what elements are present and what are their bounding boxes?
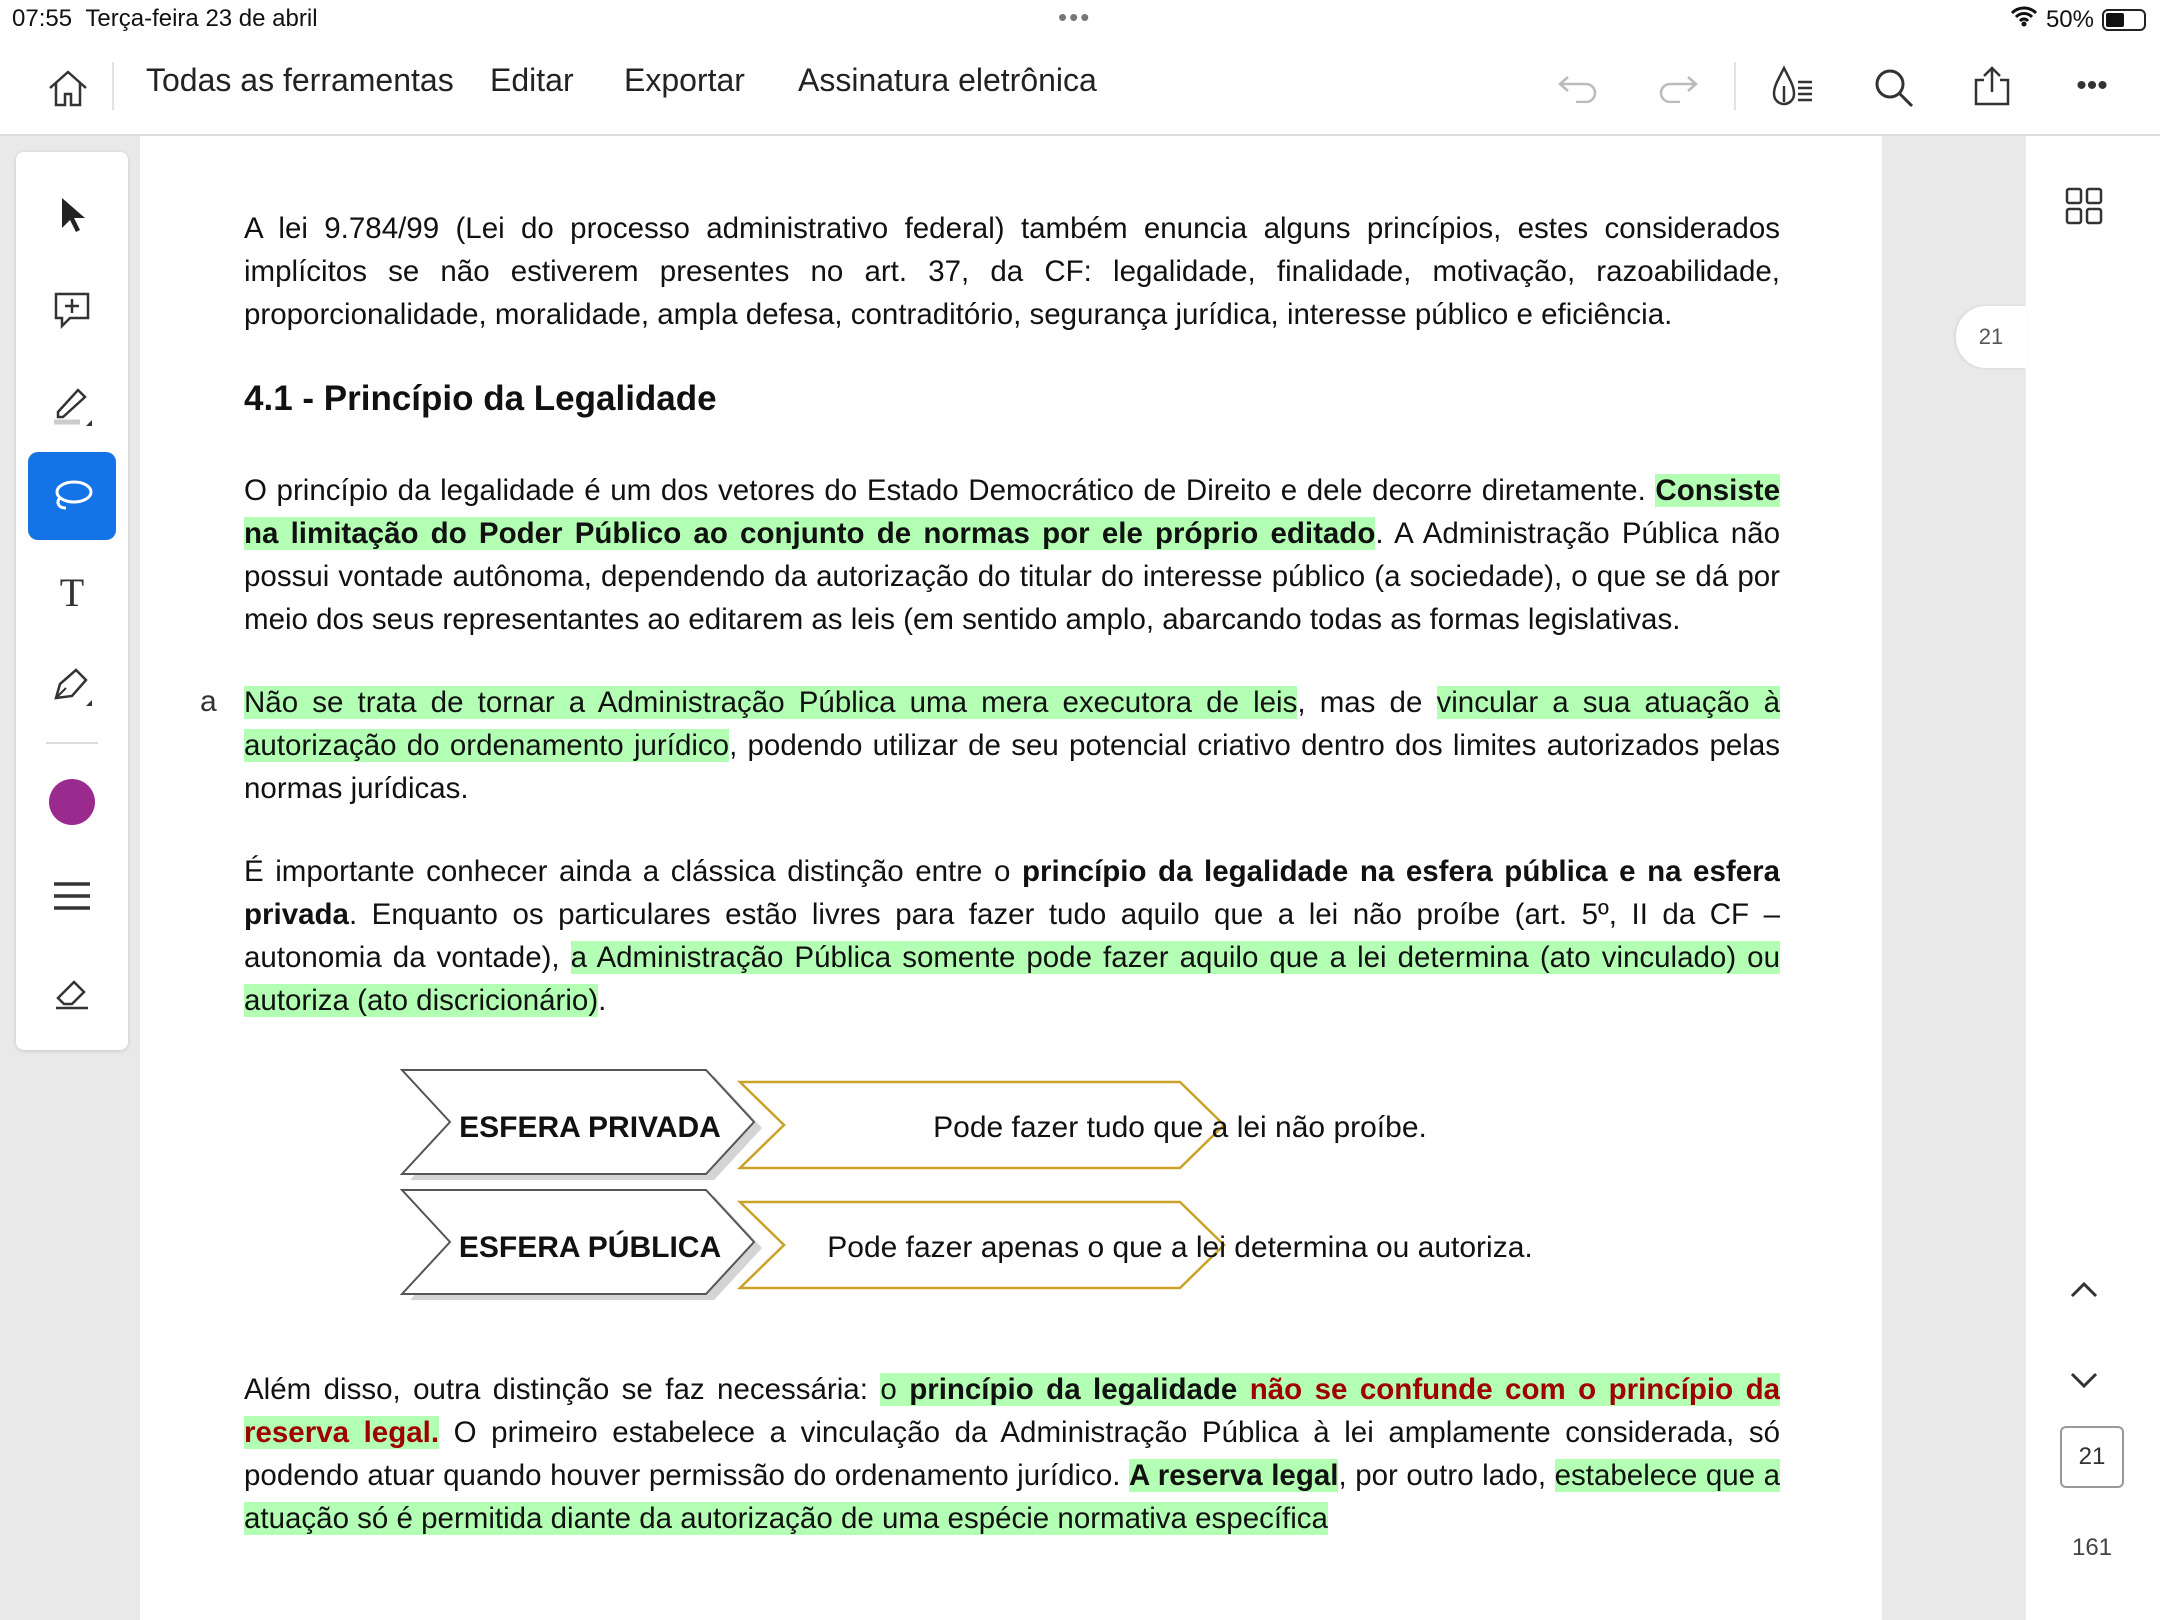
current-page-box[interactable]: 21 (2060, 1426, 2124, 1488)
diagram-label: ESFERA PRIVADA (459, 1111, 721, 1144)
lasso-tool[interactable] (28, 452, 116, 540)
paragraph-wrapper (244, 681, 1780, 810)
esfera-diagram (244, 1062, 1780, 1312)
redo-icon[interactable] (1654, 66, 1702, 110)
date: Terça-feira 23 de abril (85, 5, 318, 32)
add-text-tool[interactable] (28, 548, 116, 636)
menu-all-tools[interactable]: Todas as ferramentas (146, 62, 454, 98)
text-run: O princípio da legalidade é um dos vetores do Estado Democrático de Direito e dele decorre diretamente. (244, 474, 1656, 507)
liquid-mode-icon[interactable] (1766, 62, 1818, 114)
paragraph (244, 1368, 1780, 1540)
multitasking-dots-icon[interactable]: ••• (1058, 2, 1092, 32)
undo-icon[interactable] (1554, 66, 1602, 110)
tool-divider (46, 742, 98, 744)
text-run: , mas de (1297, 686, 1437, 719)
highlighted-text: não se confunde com o princípio da reserva legal. (244, 1373, 1780, 1449)
thumbnails-grid-icon[interactable] (2060, 182, 2108, 230)
highlighted-text: A reserva legal (1128, 1459, 1339, 1492)
page-number-tab[interactable]: 21 (1956, 306, 2026, 368)
cursor-arrow-icon (54, 194, 90, 239)
paragraph (244, 850, 1780, 1022)
text-run: princípio da legalidade na esfera pública e na esfera privada (244, 855, 1780, 931)
highlighted-text: vincular a sua atuação à autorização do ordenamento jurídico (244, 686, 1780, 762)
right-rail (2026, 136, 2160, 1620)
select-tool[interactable] (28, 172, 116, 260)
text-annotation[interactable]: a (200, 685, 217, 718)
paragraph (244, 207, 1780, 336)
text-run: . Enquanto os particulares estão livres para fazer tudo aquilo que a lei não proíbe (art. 5º, II da CF – autonomia da vontade), (244, 898, 1780, 974)
wifi-icon (2010, 5, 2038, 34)
menu-e-signature[interactable]: Assinatura eletrônica (798, 62, 1097, 98)
color-swatch-icon (49, 779, 95, 825)
paragraph (244, 681, 1780, 810)
diagram-text: Pode fazer apenas o que a lei determina ou autoriza. (827, 1231, 1533, 1264)
status-bar (0, 0, 2160, 40)
text-run: . A Administração Pública não possui vontade autônoma, dependendo da autorização do titular do interesse público (a sociedade), o que se dá por meio dos seus representantes ao editarem as leis (em sentido amplo, abarcando todas as formas legislativas. (244, 517, 1780, 636)
highlighter-icon (48, 382, 96, 435)
text-run: A lei 9.784/99 (Lei do processo administrativo federal) também enuncia alguns princípios, estes considerados implícitos se não estiverem presentes no art. 37, da CF: legalidade, finalidade, motivação, razoabilidade, proporcionalidade, moralidade, ampla defesa, contraditório, segurança jurídica, interesse público e eficiência. (244, 212, 1780, 331)
previous-page-chevron-up-icon[interactable] (2060, 1266, 2108, 1314)
share-icon[interactable] (1966, 60, 2018, 112)
diagram-shapes (390, 1062, 1640, 1312)
eraser-icon (52, 972, 92, 1017)
annotation-toolbar (16, 152, 128, 1050)
comment-plus-icon (52, 290, 92, 335)
total-pages: 161 (2071, 1534, 2113, 1561)
text-t-icon: T (59, 569, 85, 615)
lines-icon (52, 880, 92, 917)
battery-icon (2102, 9, 2146, 31)
highlighted-text: a Administração Pública somente pode fazer aquilo que a lei determina (ato vinculado) ou autoriza (ato discricionário) (244, 941, 1780, 1017)
stroke-width-tool[interactable] (28, 854, 116, 942)
page-content (244, 207, 1780, 1620)
search-icon[interactable] (1868, 62, 1920, 114)
draw-tool[interactable] (28, 644, 116, 732)
text-run: , podendo utilizar de seu potencial criativo dentro dos limites autorizados pelas normas jurídicas. (244, 729, 1780, 805)
highlighted-text: Consiste na limitação do Poder Público ao conjunto de normas por ele próprio editado (244, 474, 1780, 550)
text-run: Além disso, outra distinção se faz necessária: (244, 1373, 881, 1406)
highlighted-text: Não se trata de tornar a Administração Pública uma mera executora de leis (244, 686, 1298, 719)
highlighted-text: estabelece que a atuação só é permitida diante da autorização de uma espécie normativa específica (244, 1459, 1780, 1535)
text-run: . (598, 984, 607, 1017)
next-page-chevron-down-icon[interactable] (2060, 1356, 2108, 1404)
text-run: É importante conhecer ainda a clássica distinção entre o (244, 855, 1022, 888)
more-icon[interactable]: ••• (2076, 69, 2108, 102)
highlighted-text: princípio da legalidade (909, 1373, 1238, 1406)
color-picker[interactable] (28, 758, 116, 846)
paragraph (244, 469, 1780, 641)
diagram-text: Pode fazer tudo que a lei não proíbe. (933, 1111, 1427, 1144)
menu-edit[interactable]: Editar (490, 62, 574, 98)
pen-icon (48, 662, 96, 715)
home-icon[interactable] (44, 64, 92, 112)
section-heading: 4.1 - Princípio da Legalidade (244, 379, 717, 418)
highlight-tool[interactable] (28, 364, 116, 452)
battery-percent: 50% (2045, 5, 2094, 33)
lasso-icon (48, 474, 96, 519)
add-comment-tool[interactable] (28, 268, 116, 356)
toolbar (0, 40, 2160, 136)
highlighted-text: o (880, 1373, 910, 1406)
text-run: O primeiro estabelece a vinculação da Administração Pública à lei amplamente considerada, só podendo atuar quando houver permissão do ordenamento jurídico. (244, 1416, 1780, 1492)
highlighted-text (1237, 1373, 1249, 1406)
eraser-tool[interactable] (28, 950, 116, 1038)
time: 07:55 (12, 5, 73, 32)
text-run: , por outro lado, (1338, 1459, 1555, 1492)
menu-export[interactable]: Exportar (624, 62, 745, 98)
diagram-label: ESFERA PÚBLICA (458, 1231, 722, 1264)
